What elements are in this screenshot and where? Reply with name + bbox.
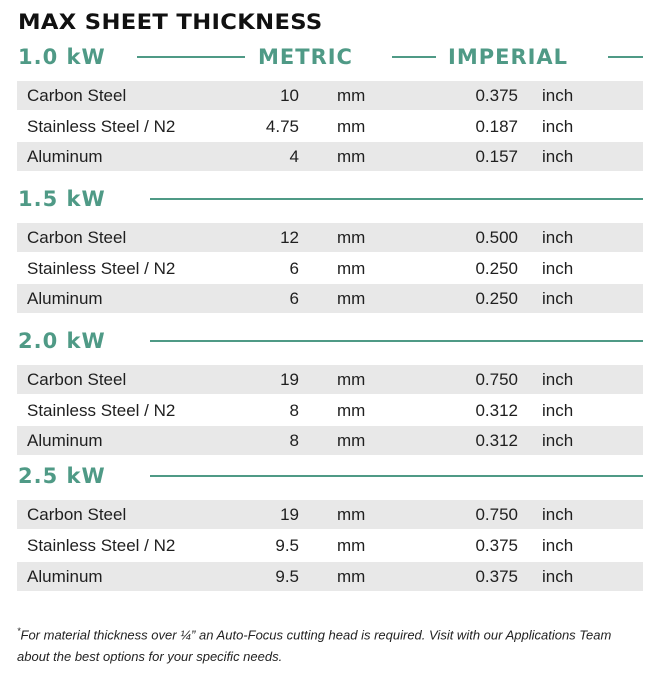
imperial-value-cell: 0.375	[475, 536, 518, 555]
page-title: MAX SHEET THICKNESS	[18, 10, 323, 34]
section-rule	[150, 198, 643, 200]
metric-unit-cell: mm	[337, 147, 366, 166]
table-row	[17, 112, 643, 141]
metric-value-cell: 4.75	[265, 117, 299, 136]
imperial-unit-cell: inch	[542, 147, 574, 166]
imperial-value-cell: 0.250	[475, 289, 518, 308]
imperial-unit-cell: inch	[542, 86, 574, 105]
section-kw-label: 1.5 kW	[18, 187, 106, 211]
imperial-value-cell: 0.312	[475, 431, 518, 450]
section-header-1-5kw	[0, 185, 650, 215]
metric-unit-cell: mm	[337, 370, 366, 389]
metric-column-header: METRIC	[258, 45, 353, 69]
metric-value-cell: 8	[289, 401, 299, 420]
table-row	[17, 562, 643, 591]
section-rule	[137, 56, 245, 58]
metric-value-cell: 6	[289, 259, 299, 278]
metric-value-cell: 19	[280, 370, 299, 389]
section-kw-label: 2.5 kW	[18, 464, 106, 488]
footnote-marker: *	[17, 626, 21, 636]
section-rule	[392, 56, 436, 58]
metric-unit-cell: mm	[337, 431, 366, 450]
footnote-text: For material thickness over ¼” an Auto-Focus cutting head is required. Visit with our Applications Team about the best options for your specific needs.	[17, 627, 612, 665]
imperial-value-cell: 0.250	[475, 259, 518, 278]
section-rule	[608, 56, 643, 58]
metric-unit-cell: mm	[337, 567, 366, 586]
imperial-value-cell: 0.375	[475, 86, 518, 105]
metric-unit-cell: mm	[337, 228, 366, 247]
imperial-value-cell: 0.157	[475, 147, 518, 166]
material-cell: Carbon Steel	[27, 505, 127, 524]
imperial-value-cell: 0.750	[475, 370, 518, 389]
material-cell: Aluminum	[27, 289, 103, 308]
imperial-column-header: IMPERIAL	[448, 45, 569, 69]
metric-value-cell: 6	[289, 289, 299, 308]
material-cell: Carbon Steel	[27, 370, 127, 389]
table-row	[17, 254, 643, 283]
imperial-unit-cell: inch	[542, 431, 574, 450]
imperial-unit-cell: inch	[542, 536, 574, 555]
material-cell: Carbon Steel	[27, 86, 127, 105]
metric-value-cell: 12	[280, 228, 299, 247]
metric-unit-cell: mm	[337, 117, 366, 136]
imperial-unit-cell: inch	[542, 370, 574, 389]
material-cell: Aluminum	[27, 431, 103, 450]
section-kw-label: 2.0 kW	[18, 329, 106, 353]
imperial-unit-cell: inch	[542, 289, 574, 308]
material-cell: Stainless Steel / N2	[27, 117, 176, 136]
section-rule	[150, 340, 643, 342]
table-row	[17, 365, 643, 394]
section-header-1kw	[0, 43, 650, 73]
imperial-value-cell: 0.500	[475, 228, 518, 247]
metric-unit-cell: mm	[337, 289, 366, 308]
table-row	[17, 426, 643, 455]
metric-unit-cell: mm	[337, 401, 366, 420]
table-row	[17, 81, 643, 110]
metric-value-cell: 19	[280, 505, 299, 524]
metric-unit-cell: mm	[337, 505, 366, 524]
material-cell: Carbon Steel	[27, 228, 127, 247]
section-rule	[150, 475, 643, 477]
section-header-2-5kw	[0, 462, 650, 492]
imperial-unit-cell: inch	[542, 567, 574, 586]
imperial-value-cell: 0.312	[475, 401, 518, 420]
imperial-unit-cell: inch	[542, 228, 574, 247]
metric-value-cell: 9.5	[275, 567, 299, 586]
table-row	[17, 531, 643, 560]
footnote	[17, 620, 637, 668]
imperial-unit-cell: inch	[542, 401, 574, 420]
material-cell: Stainless Steel / N2	[27, 536, 176, 555]
imperial-unit-cell: inch	[542, 259, 574, 278]
metric-unit-cell: mm	[337, 536, 366, 555]
section-kw-label: 1.0 kW	[18, 45, 106, 69]
section-header-2kw	[0, 327, 650, 357]
imperial-value-cell: 0.187	[475, 117, 518, 136]
imperial-unit-cell: inch	[542, 117, 574, 136]
metric-value-cell: 9.5	[275, 536, 299, 555]
metric-value-cell: 10	[280, 86, 299, 105]
imperial-value-cell: 0.375	[475, 567, 518, 586]
material-cell: Aluminum	[27, 147, 103, 166]
table-row	[17, 284, 643, 313]
material-cell: Aluminum	[27, 567, 103, 586]
metric-unit-cell: mm	[337, 259, 366, 278]
metric-value-cell: 4	[289, 147, 299, 166]
imperial-unit-cell: inch	[542, 505, 574, 524]
table-row	[17, 142, 643, 171]
metric-unit-cell: mm	[337, 86, 366, 105]
material-cell: Stainless Steel / N2	[27, 401, 176, 420]
metric-value-cell: 8	[289, 431, 299, 450]
material-cell: Stainless Steel / N2	[27, 259, 176, 278]
imperial-value-cell: 0.750	[475, 505, 518, 524]
table-row	[17, 223, 643, 252]
table-row	[17, 500, 643, 529]
table-row	[17, 396, 643, 425]
